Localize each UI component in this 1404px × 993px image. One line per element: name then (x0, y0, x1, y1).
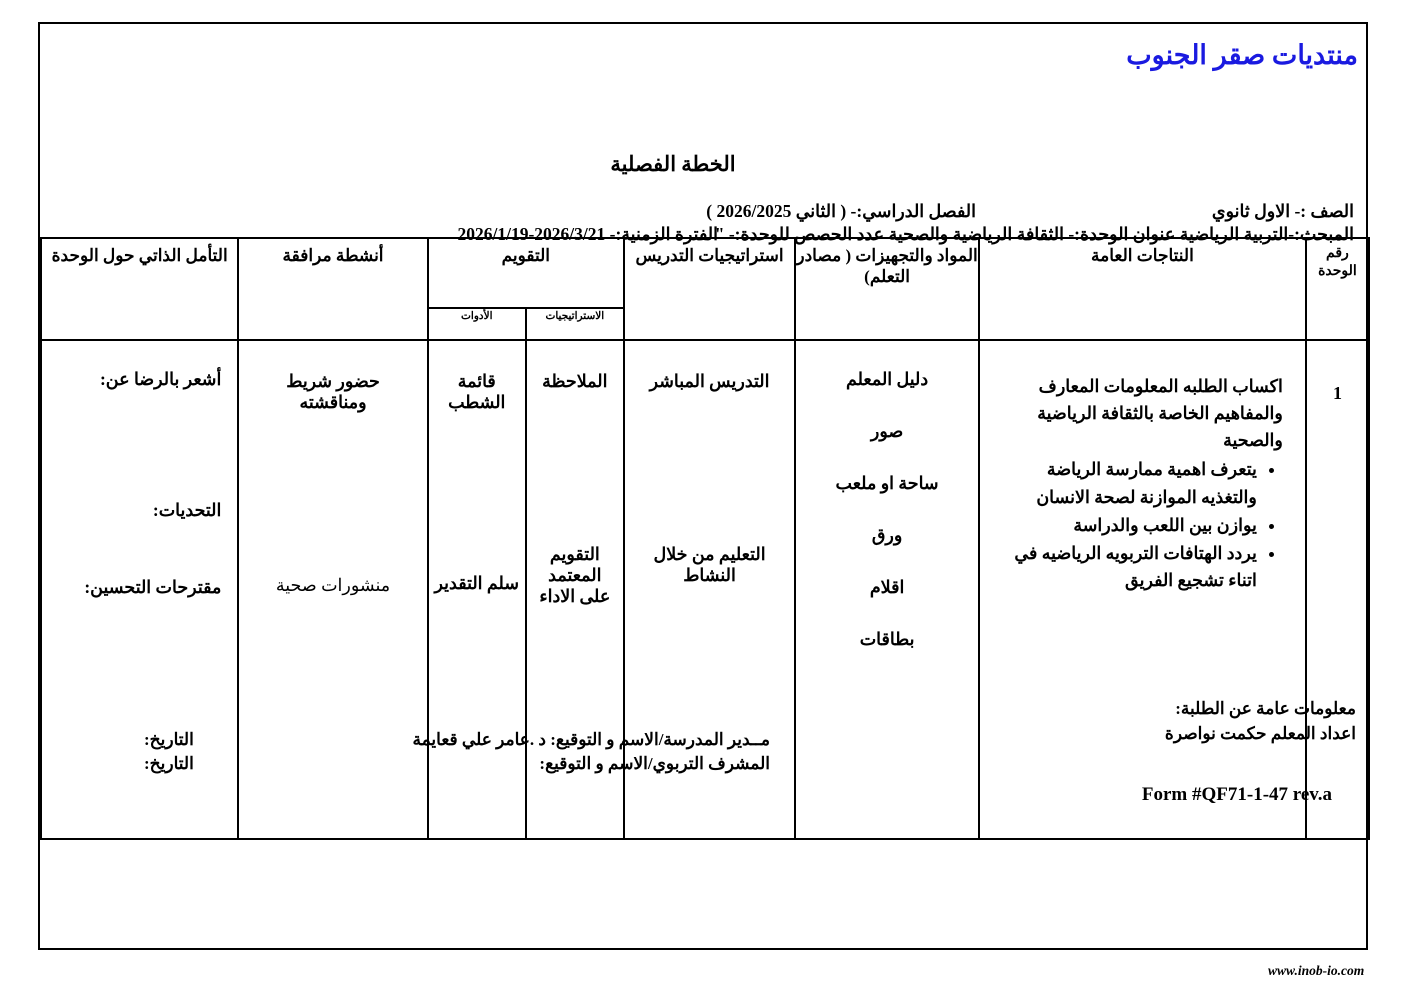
list-item: • يتعرف اهمية ممارسة الرياضة والتغذيه الموازنة لصحة الانسان (994, 456, 1257, 510)
site-banner: منتديات صقر الجنوب (1126, 40, 1358, 70)
list-item: ساحة او ملعب (835, 473, 939, 493)
footer-area (40, 697, 1370, 827)
list-item: دليل المعلم (845, 369, 929, 389)
list-item: التقويم المعتمد على الاداء (539, 544, 611, 606)
list-item: اقلام (869, 577, 905, 597)
list-item: الملاحظة (542, 371, 608, 391)
list-item: بطاقات (859, 629, 915, 649)
footer-right-block (1165, 697, 1356, 746)
spacer (52, 521, 221, 577)
list-item: سلم التقدير (434, 573, 520, 593)
table-header-row (41, 238, 1369, 308)
list-item: التعليم من خلال النشاط (653, 544, 766, 585)
prepared-by-label: اعداد المعلم حكمت نواصرة (1164, 723, 1356, 743)
term-field: الفصل الدراسي:- ( الثاني 2026/2025 ) (706, 201, 976, 221)
supervisor-signature-line: المشرف التربوي/الاسم و التوقيع: (539, 754, 770, 774)
header-evaluation-strategies: الاستراتيجيات (526, 308, 624, 340)
page-title: الخطة الفصلية (610, 152, 736, 176)
header-evaluation: التقويم (428, 238, 624, 308)
header-unit-number: رقم الوحدة (1306, 238, 1369, 340)
spacer (433, 413, 521, 573)
list-item: صور (870, 421, 904, 441)
reflection-challenges-label: التحديات: (152, 500, 222, 520)
header-general-outcomes: النتاجات العامة (979, 238, 1306, 340)
spacer (251, 413, 414, 575)
footer-date-block (144, 728, 194, 776)
list-item: التدريس المباشر (649, 371, 770, 391)
principal-signature-line: مــدير المدرسة/الاسم و التوقيع: د .عامر علي قعايمة (412, 730, 770, 749)
date-label-principal: التاريخ: (144, 730, 194, 749)
date-label-supervisor: التاريخ: (144, 754, 194, 774)
students-info-label: معلومات عامة عن الطلبة: (1175, 699, 1356, 718)
list-item: قائمة الشطب (448, 371, 506, 412)
watermark: www.inob-io.com (1268, 963, 1365, 978)
spacer (531, 392, 619, 544)
subject-unit-field: المبحث:-التربية الرياضية عنوان الوحدة:- الثقافة الرياضية والصحية عدد الحصص للوحدة:- " (714, 224, 1354, 244)
header-teaching-strategies: استراتيجيات التدريس (624, 238, 795, 340)
list-item: حضور شريط ومناقشته (286, 371, 380, 412)
outcomes-bullet-list (994, 456, 1283, 594)
list-item: • يوازن بين اللعب والدراسة (994, 512, 1257, 539)
header-meta-row-grade-term (40, 201, 1366, 225)
spacer (635, 392, 784, 544)
list-item: ورق (871, 525, 903, 545)
reflection-satisfaction-label: أشعر بالرضا عن: (99, 369, 222, 389)
period-field: الفترة الزمنية:- 2026/3/21-2026/1/19 (457, 224, 718, 244)
cell-unit-number: 1 (1306, 340, 1369, 839)
header-materials: المواد والتجهيزات ( مصادر التعلم) (795, 238, 979, 340)
footer-signature-block (412, 728, 770, 776)
reflection-improvements-label: مقترحات التحسين: (84, 577, 222, 597)
header-self-reflection: التأمل الذاتي حول الوحدة (41, 238, 238, 340)
spacer (52, 390, 221, 500)
document-page-frame (38, 22, 1368, 950)
list-item: • يردد الهتافات التربويه الرياضيه في اتناء تشجيع الفريق (994, 540, 1257, 594)
outcomes-lead-text: اكساب الطلبه المعلومات المعارف والمفاهيم الخاصة بالثقافة الرياضية والصحية (1037, 376, 1283, 451)
header-evaluation-tools: الأدوات (428, 308, 526, 340)
form-code: Form #QF71-1-47 rev.a (1141, 784, 1332, 805)
header-accompanying-activities: أنشطة مرافقة (238, 238, 427, 340)
grade-field: الصف :- الاول ثانوي (1211, 201, 1354, 221)
list-item: منشورات صحية (275, 575, 391, 595)
